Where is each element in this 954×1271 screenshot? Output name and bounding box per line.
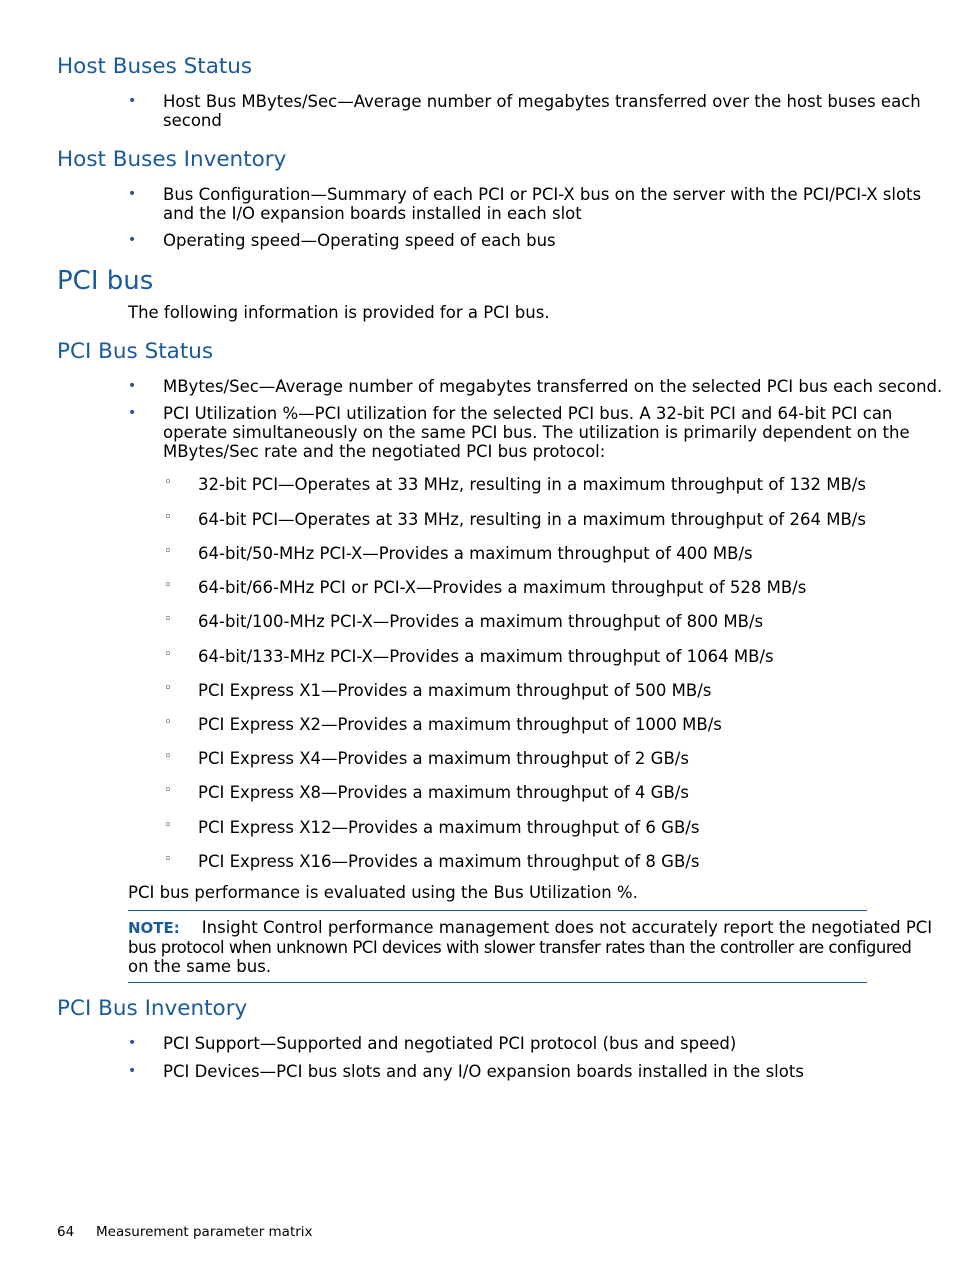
heading-host-buses-inventory: Host Buses Inventory <box>57 147 287 172</box>
sub-bullet-icon: ◦ <box>164 647 172 662</box>
sub-list-item: PCI Express X4—Provides a maximum throughput of 2 GB/s <box>198 749 689 768</box>
list-item: Bus Configuration—Summary of each PCI or PCI-X bus on the server with the PCI/PCI-X slots and the I/O expansion boards installed in each slot <box>163 185 922 223</box>
sub-bullet-icon: ◦ <box>164 681 172 696</box>
sub-bullet-icon: ◦ <box>164 818 172 833</box>
sub-list-item: 64-bit/133-MHz PCI-X—Provides a maximum throughput of 1064 MB/s <box>198 647 774 666</box>
bullet-icon: • <box>128 93 137 109</box>
pci-bus-performance-text: PCI bus performance is evaluated using the Bus Utilization %. <box>128 883 638 902</box>
sub-list-item: PCI Express X1—Provides a maximum throughput of 500 MB/s <box>198 681 712 700</box>
bullet-icon: • <box>128 232 137 248</box>
sub-list-item: 32-bit PCI—Operates at 33 MHz, resulting in a maximum throughput of 132 MB/s <box>198 475 866 494</box>
sub-bullet-icon: ◦ <box>164 852 172 867</box>
list-item: PCI Utilization %—PCI utilization for the selected PCI bus. A 32-bit PCI and 64-bit PCI can operate simultaneously on the same PCI bus. The utilization is primarily dependent on the MBytes/Sec rate and the negotiated PCI bus protocol: <box>163 404 910 461</box>
note-box: NOTE: Insight Control performance management does not accurately report the negotiated PCI bus protocol when unknown PCI devices with slower transfer rates than the controller are configured on the same bus. <box>128 918 933 976</box>
note-text: Insight Control performance management does not accurately report the negotiated PCI <box>201 918 933 937</box>
heading-host-buses-status: Host Buses Status <box>57 54 253 79</box>
sub-bullet-icon: ◦ <box>164 475 172 490</box>
heading-pci-bus-status: PCI Bus Status <box>57 339 214 364</box>
sub-bullet-icon: ◦ <box>164 510 172 525</box>
sub-bullet-icon: ◦ <box>164 612 172 627</box>
list-item: PCI Devices—PCI bus slots and any I/O expansion boards installed in the slots <box>163 1062 804 1081</box>
sub-list-item: 64-bit/100-MHz PCI-X—Provides a maximum throughput of 800 MB/s <box>198 612 764 631</box>
sub-list-item: 64-bit/66-MHz PCI or PCI-X—Provides a maximum throughput of 528 MB/s <box>198 578 807 597</box>
pci-bus-intro: The following information is provided for a PCI bus. <box>128 303 550 322</box>
list-item: PCI Support—Supported and negotiated PCI protocol (bus and speed) <box>163 1034 737 1053</box>
sub-bullet-icon: ◦ <box>164 715 172 730</box>
sub-bullet-icon: ◦ <box>164 578 172 593</box>
heading-pci-bus-inventory: PCI Bus Inventory <box>57 996 248 1021</box>
page-number: 64 <box>57 1224 75 1240</box>
sub-list-item: PCI Express X2—Provides a maximum throughput of 1000 MB/s <box>198 715 722 734</box>
bullet-icon: • <box>128 1063 137 1079</box>
list-item: MBytes/Sec—Average number of megabytes transferred on the selected PCI bus each second. <box>163 377 943 396</box>
sub-list-item: 64-bit PCI—Operates at 33 MHz, resulting in a maximum throughput of 264 MB/s <box>198 510 866 529</box>
footer-title: Measurement parameter matrix <box>96 1224 313 1240</box>
note-label: NOTE: <box>128 919 180 937</box>
sub-bullet-icon: ◦ <box>164 544 172 559</box>
bullet-icon: • <box>128 186 137 202</box>
sub-list-item: PCI Express X12—Provides a maximum throughput of 6 GB/s <box>198 818 700 837</box>
sub-list-item: PCI Express X16—Provides a maximum throughput of 8 GB/s <box>198 852 700 871</box>
list-item: Host Bus MBytes/Sec—Average number of megabytes transferred over the host buses each second <box>163 92 921 130</box>
sub-bullet-icon: ◦ <box>164 749 172 764</box>
sub-bullet-icon: ◦ <box>164 783 172 798</box>
note-top-rule <box>128 910 867 911</box>
bullet-icon: • <box>128 378 137 394</box>
heading-pci-bus: PCI bus <box>57 266 154 296</box>
bullet-icon: • <box>128 1035 137 1051</box>
list-item: Operating speed—Operating speed of each bus <box>163 231 556 250</box>
bullet-icon: • <box>128 405 137 421</box>
sub-list-item: 64-bit/50-MHz PCI-X—Provides a maximum throughput of 400 MB/s <box>198 544 753 563</box>
note-bottom-rule <box>128 982 867 983</box>
sub-list-item: PCI Express X8—Provides a maximum throughput of 4 GB/s <box>198 783 689 802</box>
